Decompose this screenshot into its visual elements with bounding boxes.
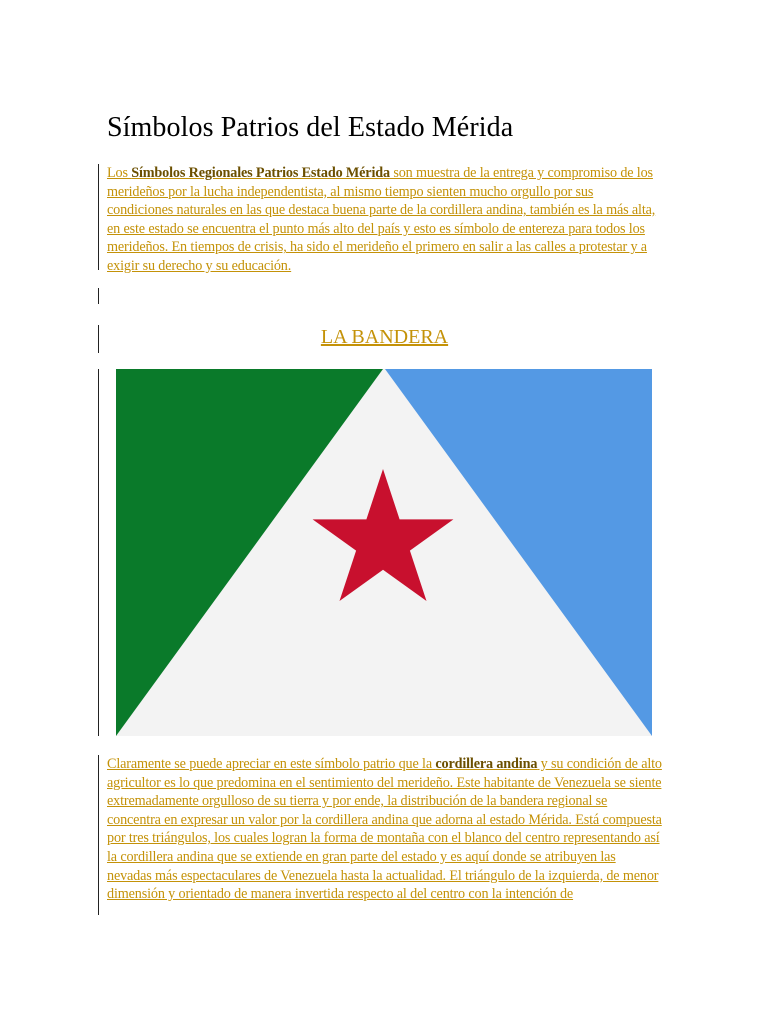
body-rest: y su condición de alto agricultor es lo que predomina en el sentimiento del merideño. Este habitante de Venezuela se siente extremadamente orgulloso de su tierra y por ende, la distribución de la bandera regional se concentra en expresar un valor por la cordillera andina que adorna al estado Mérida. Está compuesta por tres triángulos, los cuales logran la forma de montaña con el blanco del centro representando así la cordillera andina que se extiende en gran parte del estado y es aquí donde se atribuyen las nevadas más espectaculares de Venezuela hasta la actualidad. El triángulo de la izquierda, de menor dimensión y orientado de manera invertida respecto al del centro con la intención de: [107, 756, 662, 903]
margin-marker: [98, 288, 99, 304]
body-lead: Claramente se puede apreciar en este símbolo patrio que la: [107, 756, 436, 772]
margin-marker: [98, 164, 99, 270]
intro-rest: son muestra de la entrega y compromiso de los merideños por la lucha independentista, al mismo tiempo sienten mucho orgullo por sus condiciones naturales en las que destaca buena parte de la cordillera andina, también es la más alta, en este estado se encuentra el punto más alto del país y esto es símbolo de entereza para todos los merideños. En tiempos de crisis, ha sido el merideño el primero en salir a las calles a protestar y a exigir su derecho y su educación.: [107, 165, 656, 274]
intro-bold-link[interactable]: Símbolos Regionales Patrios Estado Mérida: [131, 165, 390, 181]
intro-lead: Los: [107, 165, 132, 181]
intro-paragraph[interactable]: [107, 164, 662, 276]
section-heading[interactable]: LA BANDERA: [320, 326, 449, 348]
flag-image: [116, 369, 652, 736]
margin-marker: [98, 369, 99, 736]
margin-marker: [98, 325, 99, 353]
body-paragraph[interactable]: [107, 755, 662, 904]
body-bold-link[interactable]: cordillera andina: [435, 756, 538, 772]
margin-marker: [98, 755, 99, 915]
page-title: Símbolos Patrios del Estado Mérida: [107, 112, 514, 143]
